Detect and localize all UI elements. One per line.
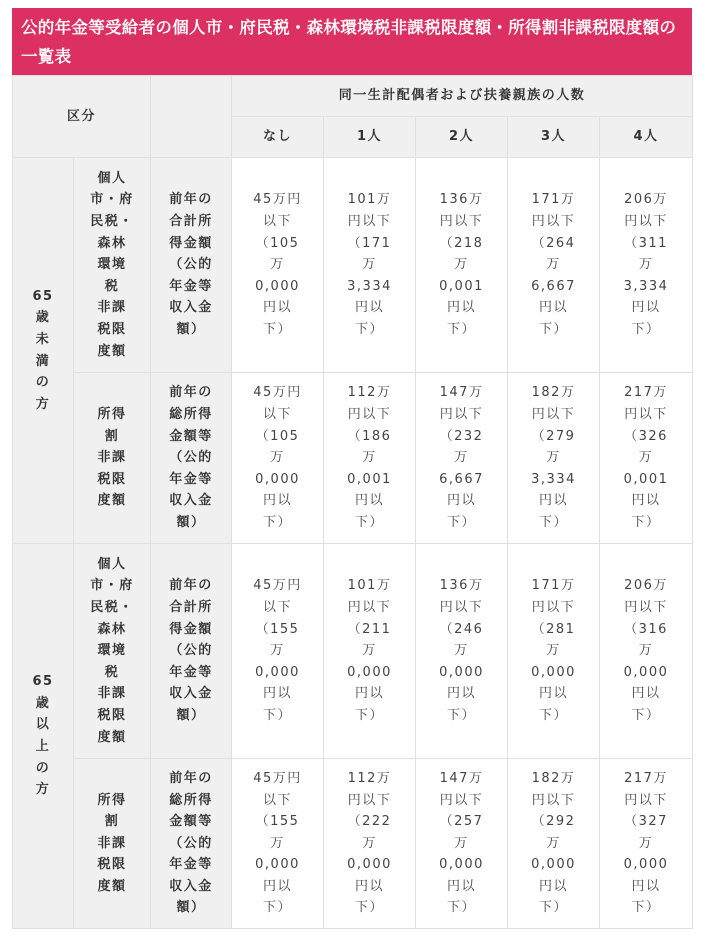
income-basis-label: 前年の 合計所 得金額 （公的 年金等 収入金 額） [151, 158, 232, 373]
limit-value-cell: 112万 円以下 （222 万 0,000 円以 下） [324, 759, 416, 929]
limit-value-cell: 101万 円以下 （171 万 3,334 円以 下） [324, 158, 416, 373]
limit-value-cell: 182万 円以下 （292 万 0,000 円以 下） [508, 759, 600, 929]
income-basis-label: 前年の 総所得 金額等 （公的 年金等 収入金 額） [151, 373, 232, 544]
table-row [13, 759, 693, 929]
income-basis-label: 前年の 合計所 得金額 （公的 年金等 収入金 額） [151, 544, 232, 759]
age-group-label: 65 歳 以 上 の 方 [13, 544, 74, 929]
limit-value-cell: 112万 円以下 （186 万 0,001 円以 下） [324, 373, 416, 544]
dependents-header: 同一生計配偶者および扶養親族の人数 [232, 76, 693, 117]
limit-value-cell: 45万円 以下 （155 万 0,000 円以 下） [232, 759, 324, 929]
limit-value-cell: 171万 円以下 （281 万 0,000 円以 下） [508, 544, 600, 759]
column-header: 1人 [324, 117, 416, 158]
tax-limit-table [12, 75, 693, 929]
tax-type-label: 個人 市・府 民税・ 森林 環境 税 非課 税限 度額 [74, 158, 151, 373]
column-header: 4人 [600, 117, 693, 158]
limit-value-cell: 217万 円以下 （327 万 0,000 円以 下） [600, 759, 693, 929]
limit-value-cell: 206万 円以下 （311 万 3,334 円以 下） [600, 158, 693, 373]
limit-value-cell: 147万 円以下 （232 万 6,667 円以 下） [416, 373, 508, 544]
category-header: 区分 [13, 76, 151, 158]
limit-value-cell: 45万円 以下 （155 万 0,000 円以 下） [232, 544, 324, 759]
limit-value-cell: 217万 円以下 （326 万 0,001 円以 下） [600, 373, 693, 544]
limit-value-cell: 101万 円以下 （211 万 0,000 円以 下） [324, 544, 416, 759]
tax-type-label: 所得 割 非課 税限 度額 [74, 759, 151, 929]
limit-value-cell: 136万 円以下 （218 万 0,001 円以 下） [416, 158, 508, 373]
limit-value-cell: 45万円 以下 （105 万 0,000 円以 下） [232, 158, 324, 373]
column-header: なし [232, 117, 324, 158]
limit-value-cell: 182万 円以下 （279 万 3,334 円以 下） [508, 373, 600, 544]
table-row [13, 544, 693, 759]
limit-value-cell: 136万 円以下 （246 万 0,000 円以 下） [416, 544, 508, 759]
tax-type-label: 所得 割 非課 税限 度額 [74, 373, 151, 544]
table-row [13, 158, 693, 373]
column-header: 3人 [508, 117, 600, 158]
tax-type-label: 個人 市・府 民税・ 森林 環境 税 非課 税限 度額 [74, 544, 151, 759]
limit-value-cell: 45万円 以下 （105 万 0,000 円以 下） [232, 373, 324, 544]
tax-limit-table-container [12, 8, 692, 929]
column-header: 2人 [416, 117, 508, 158]
basis-header [151, 76, 232, 158]
table-title: 公的年金等受給者の個人市・府民税・森林環境税非課税限度額・所得割非課税限度額の一覧表 [12, 8, 692, 75]
limit-value-cell: 147万 円以下 （257 万 0,000 円以 下） [416, 759, 508, 929]
table-row [13, 373, 693, 544]
limit-value-cell: 206万 円以下 （316 万 0,000 円以 下） [600, 544, 693, 759]
income-basis-label: 前年の 総所得 金額等 （公的 年金等 収入金 額） [151, 759, 232, 929]
age-group-label: 65 歳 未 満 の 方 [13, 158, 74, 544]
limit-value-cell: 171万 円以下 （264 万 6,667 円以 下） [508, 158, 600, 373]
